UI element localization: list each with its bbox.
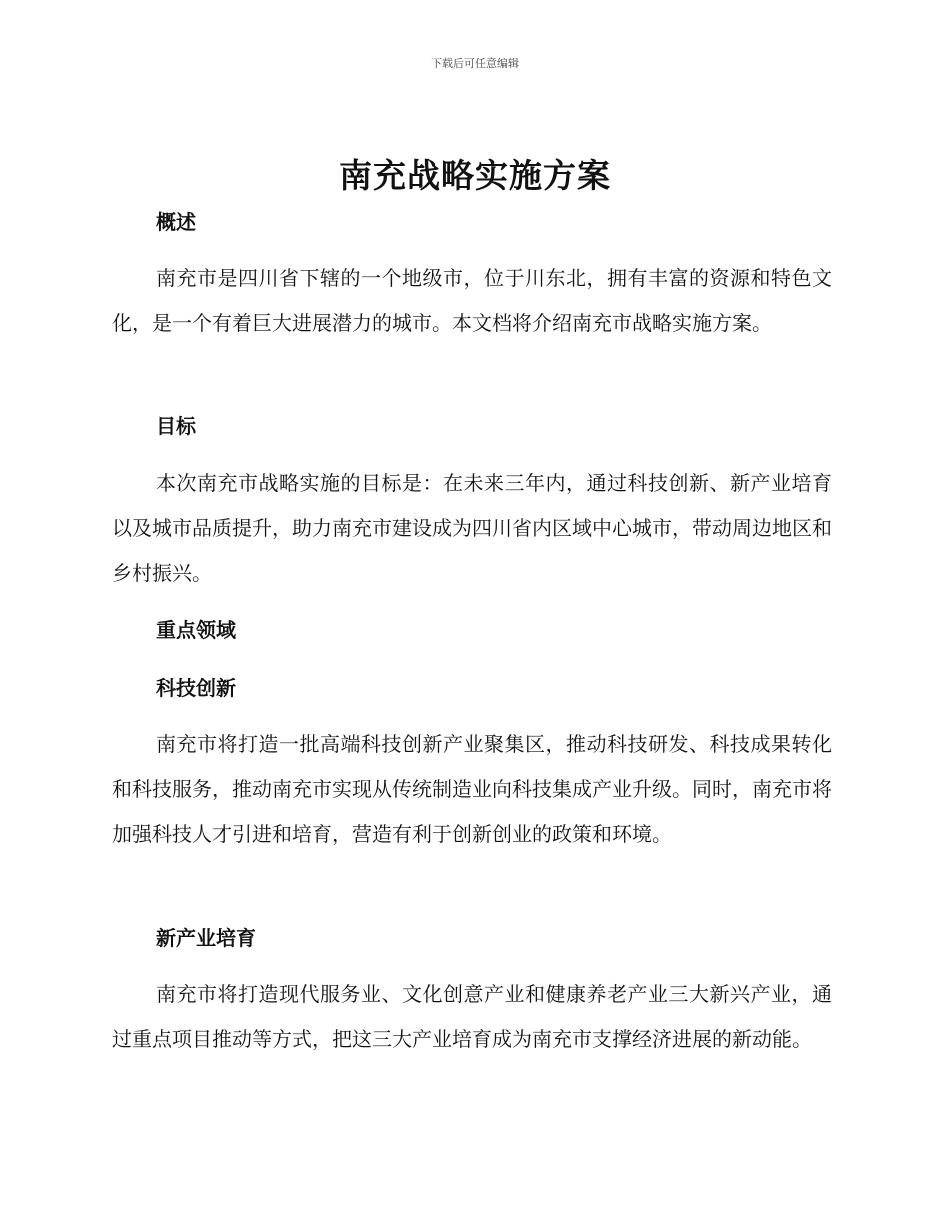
paragraph-industry: 南充市将打造现代服务业、文化创意产业和健康养老产业三大新兴产业，通过重点项目推动等方式，把这三大产业培育成为南充市支撑经济进展的新动能。 bbox=[112, 982, 832, 1051]
paragraph-tech: 南充市将打造一批高端科技创新产业聚集区，推动科技研发、科技成果转化和科技服务，推动南充市实现从传统制造业向科技集成产业升级。同时，南充市将加强科技人才引进和培育，营造有利于创新创业的政策和环境。 bbox=[112, 732, 832, 846]
document-title: 南充战略实施方案 bbox=[339, 156, 611, 195]
section-heading-industry: 新产业培育 bbox=[156, 926, 256, 950]
section-heading-tech: 科技创新 bbox=[156, 676, 236, 700]
section-heading-focus: 重点领域 bbox=[156, 618, 236, 642]
header-note: 下载后可任意编辑 bbox=[431, 57, 519, 70]
section-heading-goal: 目标 bbox=[156, 414, 196, 438]
paragraph-goal: 本次南充市战略实施的目标是：在未来三年内，通过科技创新、新产业培育以及城市品质提升，助力南充市建设成为四川省内区域中心城市，带动周边地区和乡村振兴。 bbox=[112, 471, 832, 585]
section-heading-overview: 概述 bbox=[156, 210, 196, 234]
paragraph-overview: 南充市是四川省下辖的一个地级市，位于川东北，拥有丰富的资源和特色文化，是一个有着巨大进展潜力的城市。本文档将介绍南充市战略实施方案。 bbox=[112, 266, 832, 335]
